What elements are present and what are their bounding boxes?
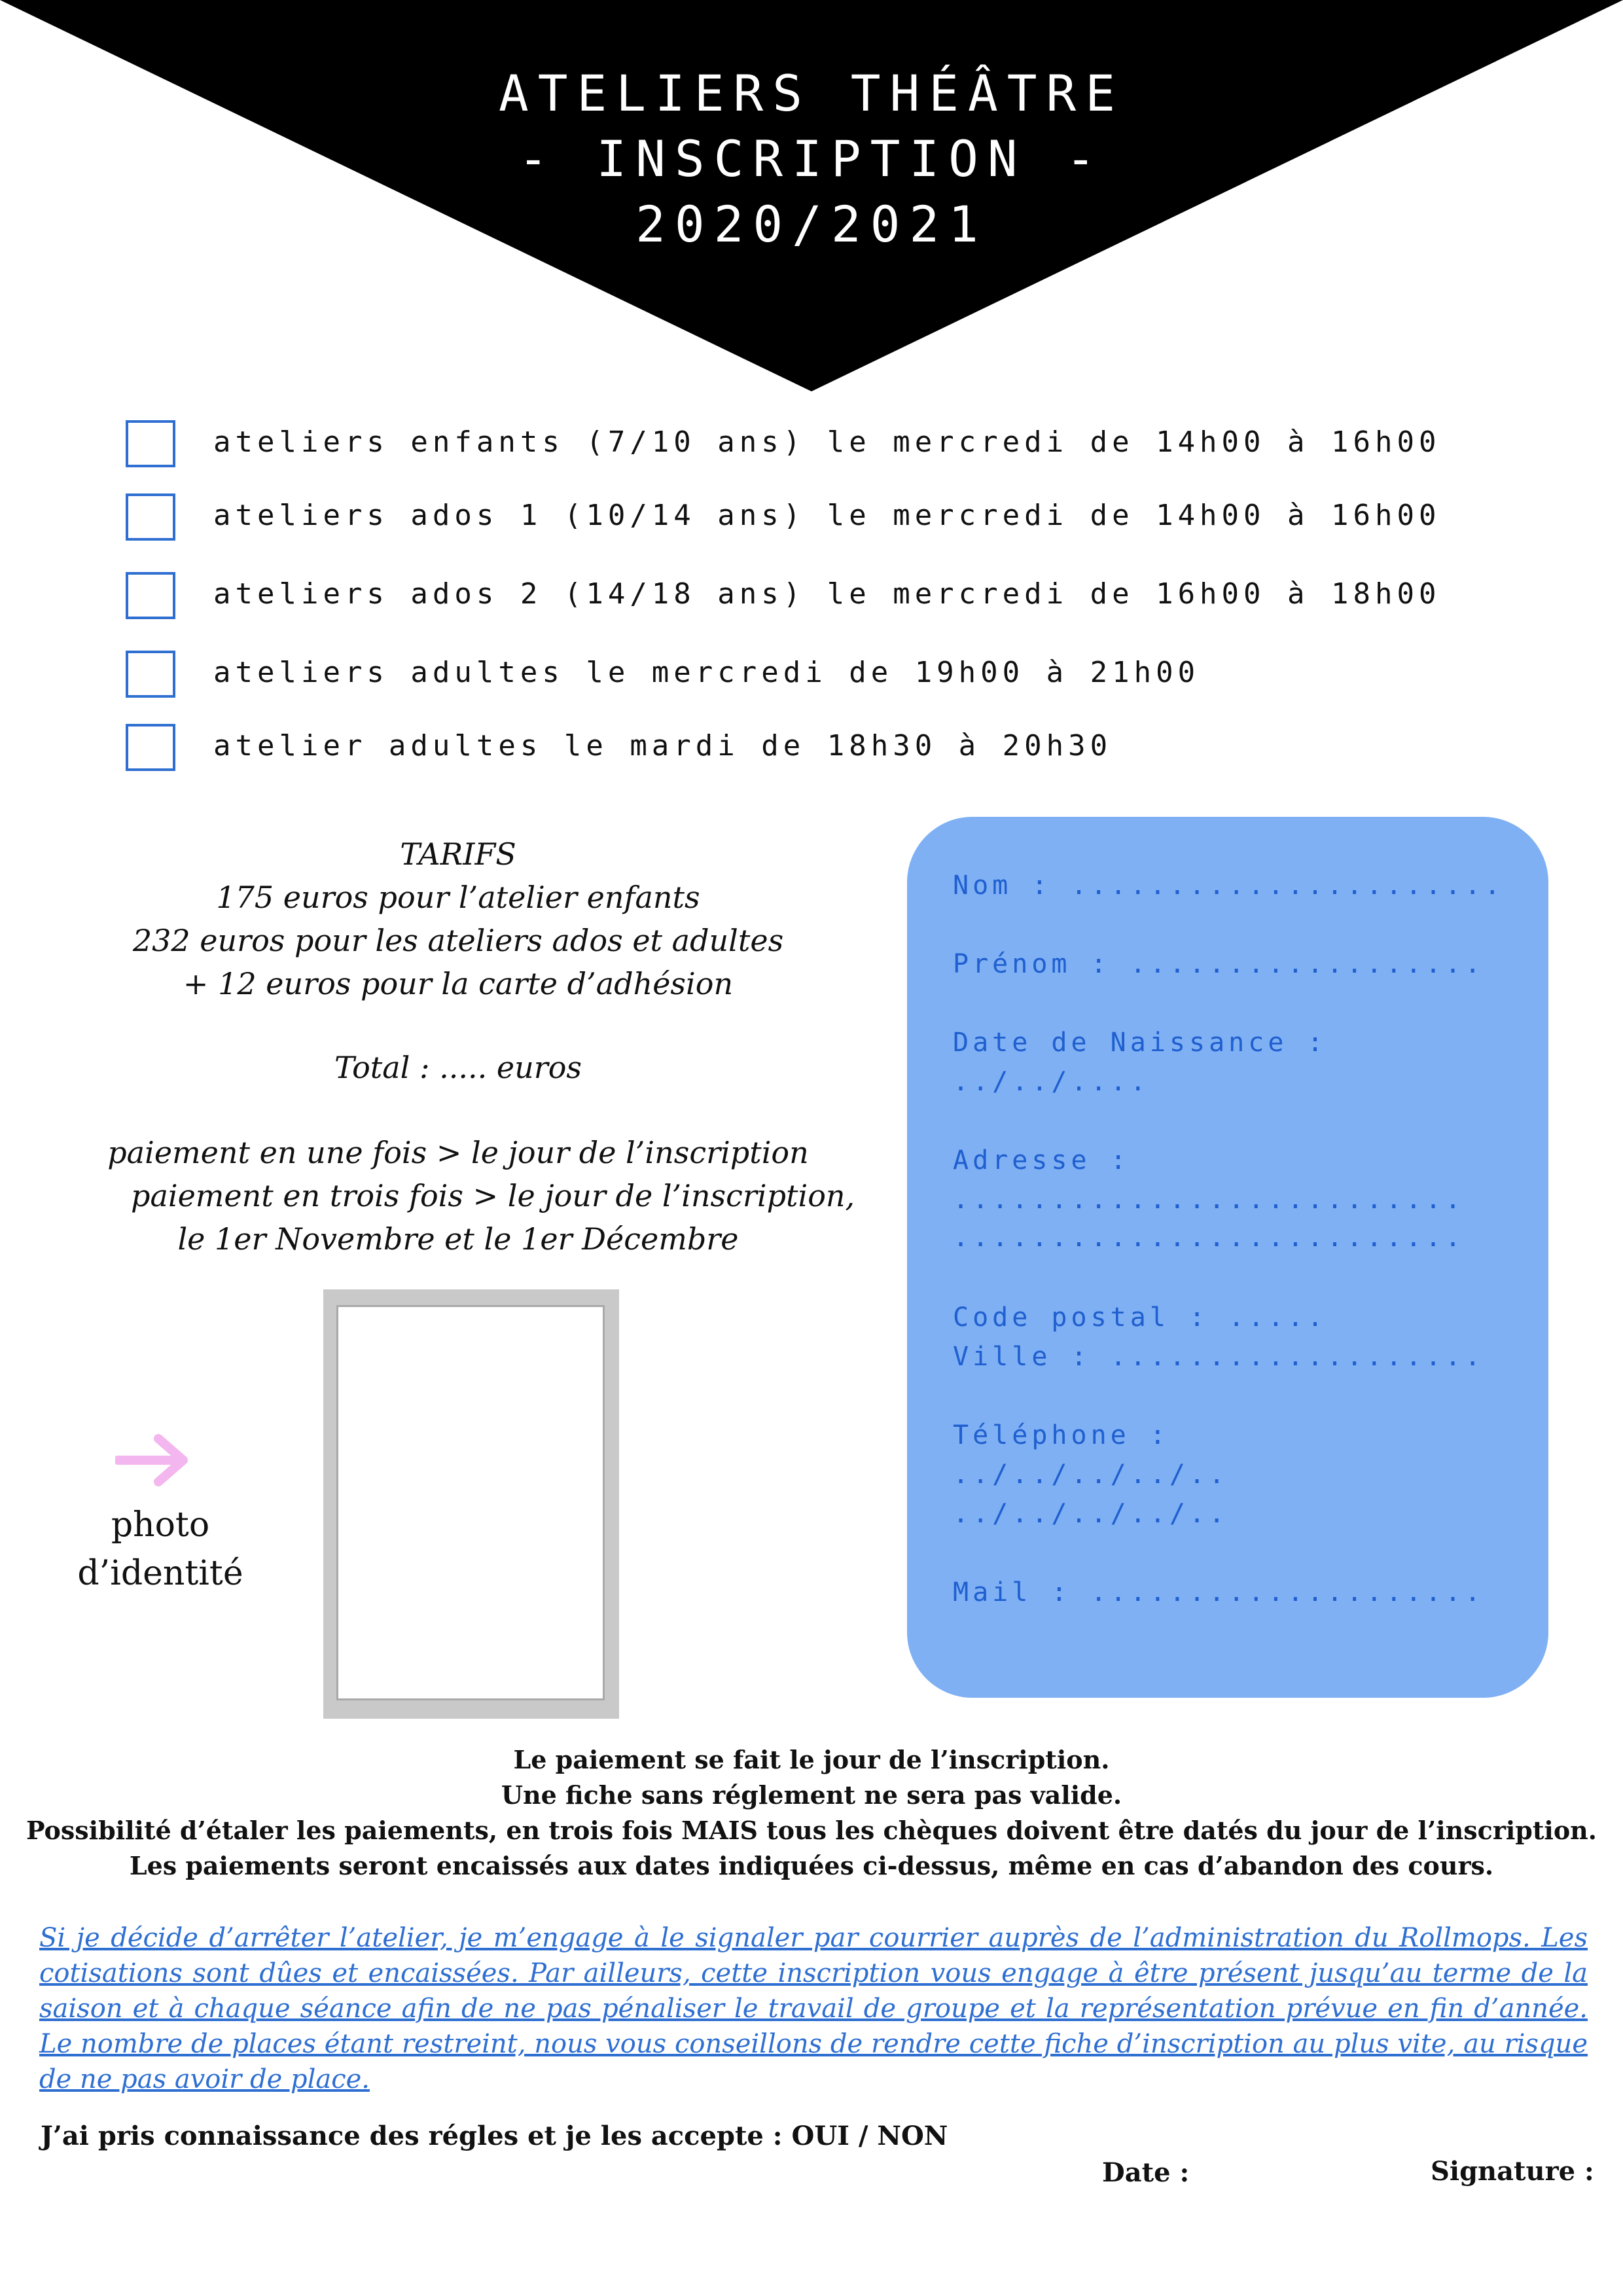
- adresse-label: Adresse :: [953, 1145, 1130, 1175]
- telephone-label: Téléphone :: [953, 1420, 1169, 1450]
- nom-field[interactable]: Nom : ......................: [953, 870, 1505, 901]
- page-title-line2: - INSCRIPTION -: [518, 130, 1105, 188]
- accept-rules-line: J’ai pris connaissance des régles et je les accepte : OUI / NON: [41, 2121, 948, 2151]
- page-title-line1: ATELIERS THÉÂTRE: [498, 64, 1125, 122]
- option-ateliers-enfants[interactable]: [126, 420, 1500, 475]
- mail-field[interactable]: Mail : ....................: [953, 1577, 1485, 1607]
- checkbox[interactable]: [126, 572, 175, 619]
- checkbox[interactable]: [126, 420, 175, 467]
- photo-area[interactable]: [336, 1305, 605, 1700]
- checkbox[interactable]: [126, 493, 175, 541]
- adresse-field-line1[interactable]: ..........................: [953, 1185, 1465, 1215]
- tarif-adhesion: + 12 euros pour la carte d’adhésion: [183, 966, 734, 1001]
- option-label: ateliers adultes le mercredi de 19h00 à 21h00: [213, 656, 1200, 689]
- arrow-right-icon: [115, 1431, 194, 1490]
- photo-label-line1: photo: [111, 1505, 210, 1545]
- payment-note-4: Les paiements seront encaissés aux dates indiquées ci-dessus, même en cas d’abandon des cours.: [129, 1851, 1494, 1880]
- option-ateliers-ados-2[interactable]: [126, 572, 1500, 627]
- telephone-field-1[interactable]: ../../../../..: [953, 1460, 1229, 1490]
- payment-three-times: paiement en trois fois > le jour de l’inscription,: [131, 1178, 855, 1213]
- option-atelier-adultes-mardi[interactable]: [126, 724, 1500, 779]
- option-label: atelier adultes le mardi de 18h30 à 20h30: [213, 729, 1113, 762]
- option-ateliers-ados-1[interactable]: [126, 493, 1500, 548]
- ville-field[interactable]: Ville : ...................: [953, 1342, 1485, 1372]
- tarif-ados-adultes: 232 euros pour les ateliers ados et adultes: [132, 923, 784, 958]
- checkbox[interactable]: [126, 651, 175, 698]
- photo-frame[interactable]: [323, 1289, 619, 1719]
- option-ateliers-adultes-mercredi[interactable]: [126, 651, 1500, 706]
- date-label: Date :: [1102, 2157, 1190, 2188]
- prenom-field[interactable]: Prénom : ..................: [953, 949, 1485, 979]
- photo-label-line2: d’identité: [77, 1554, 243, 1593]
- option-label: ateliers ados 1 (10/14 ans) le mercredi de 14h00 à 16h00: [213, 499, 1441, 532]
- tarif-total: Total : ..... euros: [334, 1050, 582, 1085]
- tarifs-title: TARIFS: [400, 836, 516, 872]
- option-label: ateliers ados 2 (14/18 ans) le mercredi de 16h00 à 18h00: [213, 577, 1441, 611]
- signature-label: Signature :: [1431, 2156, 1594, 2187]
- code-postal-field[interactable]: Code postal : .....: [953, 1302, 1327, 1333]
- payment-once: paiement en une fois > le jour de l’inscription: [107, 1135, 809, 1170]
- payment-three-dates: le 1er Novembre et le 1er Décembre: [177, 1221, 739, 1257]
- engagement-notice: Si je décide d’arrêter l’atelier, je m’engage à le signaler par courrier auprès de l’administration du Rollmops. Les cotisations sont dûes et encaissées. Par ailleurs, cette inscription vous engage à être présent jusqu’au terme de la saison et à chaque séance afin de ne pas pénaliser le travail de groupe et la représentation prévue en fin d’année. Le nombre de places étant restreint, nous vous conseillons de rendre cette fiche d’inscription au plus vite, au risque de ne pas avoir de place.: [39, 1923, 1588, 2094]
- checkbox[interactable]: [126, 724, 175, 771]
- tarif-enfants: 175 euros pour l’atelier enfants: [216, 880, 700, 915]
- option-label: ateliers enfants (7/10 ans) le mercredi de 14h00 à 16h00: [213, 425, 1441, 459]
- adresse-field-line2[interactable]: ..........................: [953, 1223, 1465, 1253]
- payment-note-2: Une fiche sans réglement ne sera pas valide.: [501, 1780, 1122, 1810]
- payment-note-1: Le paiement se fait le jour de l’inscription.: [513, 1745, 1110, 1774]
- page-title-line3: 2020/2021: [635, 195, 988, 253]
- date-naissance-label: Date de Naissance :: [953, 1028, 1327, 1058]
- telephone-field-2[interactable]: ../../../../..: [953, 1499, 1229, 1529]
- payment-note-3: Possibilité d’étaler les paiements, en trois fois MAIS tous les chèques doivent être datés du jour de l’inscription.: [26, 1816, 1597, 1845]
- date-naissance-field[interactable]: ../../....: [953, 1067, 1150, 1097]
